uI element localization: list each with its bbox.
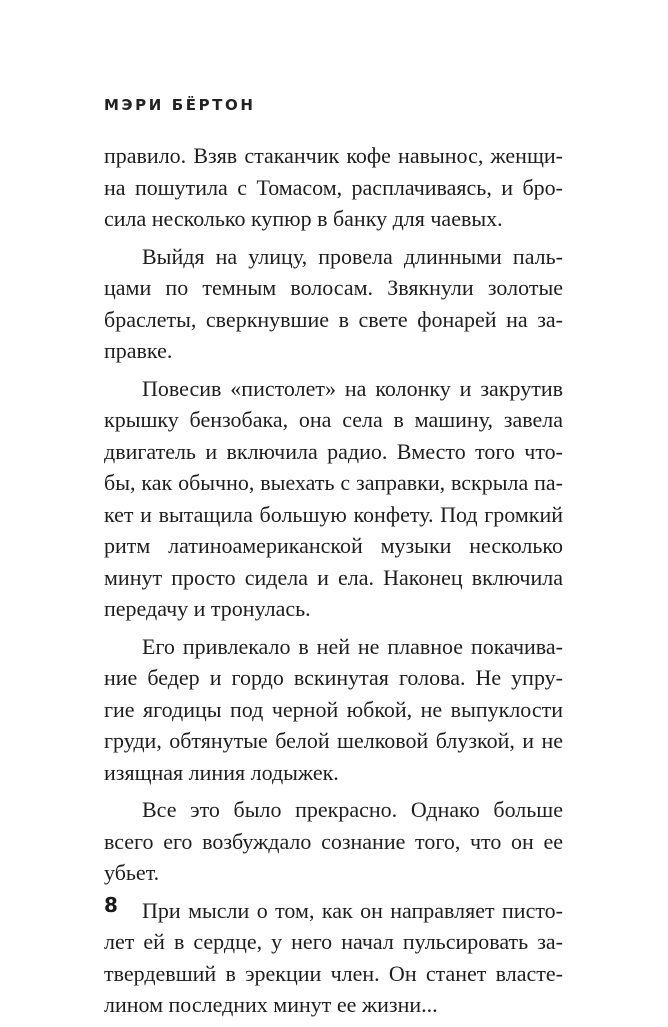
body-text xyxy=(104,140,563,1027)
text-line: двигатель и включила радио. Вместо того что- xyxy=(104,438,563,464)
text-line: убьет. xyxy=(104,860,160,885)
paragraph-6 xyxy=(104,895,563,1021)
text-line: лет ей в сердце, у него начал пульсировать за- xyxy=(104,929,563,954)
text-line: передачу и тронулась. xyxy=(104,596,311,621)
running-head: МЭРИ БЁРТОН xyxy=(104,96,256,114)
text-line: ритм латиноамериканской музыки несколько xyxy=(104,533,563,558)
paragraph-4 xyxy=(104,631,563,789)
text-line: бы, как обычно, выехать с заправки, вскрыла па- xyxy=(104,470,563,495)
page-number: 8 xyxy=(104,893,118,917)
text-line: на пошутила с Томасом, расплачиваясь, и бро- xyxy=(104,174,563,200)
paragraph-1 xyxy=(104,140,563,235)
text-line: кет и вытащила большую конфету. Под громкий xyxy=(104,501,563,527)
text-line: твердевший в эрекции член. Он станет власте- xyxy=(104,960,563,986)
text-line: минут просто сидела и ела. Наконец включила xyxy=(104,564,563,590)
text-line: Все это было прекрасно. Однако больше xyxy=(142,797,563,822)
text-line: браслеты, сверкнувшие в свете фонарей на за- xyxy=(104,306,563,332)
text-line: всего его возбуждало сознание того, что он ее xyxy=(104,828,563,854)
text-line: ние бедер и гордо вскинутая голова. Не упру- xyxy=(104,665,563,690)
text-line: цами по темным волосам. Звякнули золотые xyxy=(104,275,563,300)
text-line: Повесив «пистолет» на колонку и закрутив xyxy=(142,375,563,401)
text-line: крышку бензобака, она села в машину, завела xyxy=(104,407,563,432)
text-line: лином последних минут ее жизни... xyxy=(104,992,438,1017)
text-line: Его привлекало в ней не плавное покачива- xyxy=(142,633,563,659)
text-line: груди, обтянутые белой шелковой блузкой, и не xyxy=(104,728,563,753)
text-line: сила несколько купюр в банку для чаевых. xyxy=(104,206,503,231)
text-line: правило. Взяв стаканчик кофе навынос, женщи- xyxy=(104,143,563,168)
text-line: изящная линия лодыжек. xyxy=(104,759,339,785)
text-line: правке. xyxy=(104,338,173,363)
paragraph-3 xyxy=(104,373,563,625)
paragraph-5 xyxy=(104,794,563,889)
text-line: гие ягодицы под черной юбкой, не выпуклости xyxy=(104,696,563,722)
text-line: При мысли о том, как он направляет писто- xyxy=(142,897,563,923)
text-line: Выйдя на улицу, провела длинными паль- xyxy=(142,243,563,269)
paragraph-2 xyxy=(104,241,563,367)
